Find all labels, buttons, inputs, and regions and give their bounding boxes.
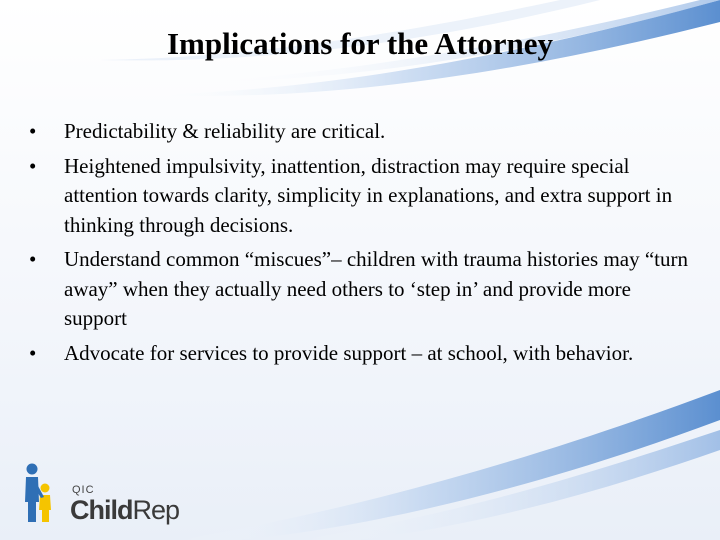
bullet-text: Heightened impulsivity, inattention, distraction may require special attention towards clarity, simplicity in explanations, and extra support in thinking through decisions. <box>64 153 673 237</box>
logo-word-rep: Rep <box>132 495 180 525</box>
logo-qic-text: QIC <box>72 484 95 496</box>
bullet-item <box>28 339 688 369</box>
bullet-dot: • <box>29 340 37 365</box>
bullet-item <box>28 152 688 241</box>
bullet-text: Advocate for services to provide support – at school, with behavior. <box>64 340 634 365</box>
bullet-dot: • <box>29 119 37 143</box>
logo-word-child: Child <box>70 495 133 525</box>
logo-wordmark <box>70 495 179 526</box>
parent-child-figures-icon <box>22 462 70 524</box>
bullet-item <box>28 117 688 147</box>
bullet-dot: • <box>29 247 37 271</box>
bullet-text: Understand common “miscues”– children with trauma histories may “turn away” when they actually need others to ‘step in’ and provide more support <box>64 247 689 330</box>
bullet-text: Predictability & reliability are critical. <box>64 119 386 143</box>
bullet-list <box>28 117 688 373</box>
qic-childrep-logo <box>22 462 180 530</box>
bullet-dot: • <box>29 153 37 178</box>
bullet-item <box>28 245 688 334</box>
slide-title: Implications for the Attorney <box>166 26 554 61</box>
